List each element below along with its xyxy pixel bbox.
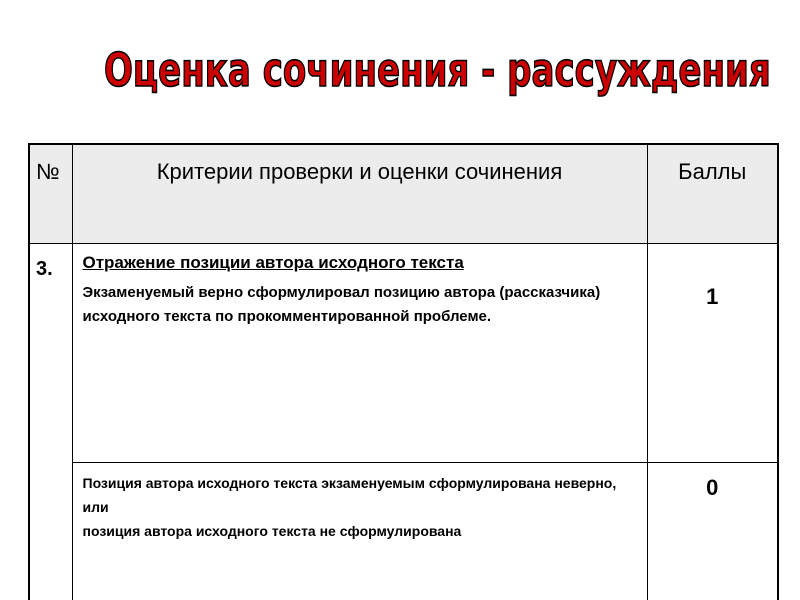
table-row xyxy=(29,244,778,463)
header-criteria: Критерии проверки и оценки сочинения xyxy=(72,144,647,244)
criterion-description: Экзаменуемый верно сформулировал позицию автора (рассказчика) исходного текста по прокомментированной проблеме. xyxy=(82,284,601,325)
table-header-row xyxy=(29,144,778,244)
criterion-cell xyxy=(72,244,647,463)
score-value: 1 xyxy=(647,244,778,463)
slide-title: Оценка сочинения - рассуждения xyxy=(104,43,771,97)
criterion-line: или xyxy=(82,499,109,515)
criterion-number: 3. xyxy=(29,244,72,600)
criterion-line: позиция автора исходного текста не сформулирована xyxy=(82,523,462,539)
criteria-table xyxy=(28,143,779,600)
table-row xyxy=(29,463,778,600)
criterion-cell xyxy=(72,463,647,600)
header-score: Баллы xyxy=(647,144,778,244)
score-value: 0 xyxy=(647,463,778,600)
criterion-title: Отражение позиции автора исходного текста xyxy=(82,253,464,272)
criterion-line: Позиция автора исходного текста экзаменуемым сформулирована неверно, xyxy=(82,475,617,491)
header-number: № xyxy=(29,144,72,244)
